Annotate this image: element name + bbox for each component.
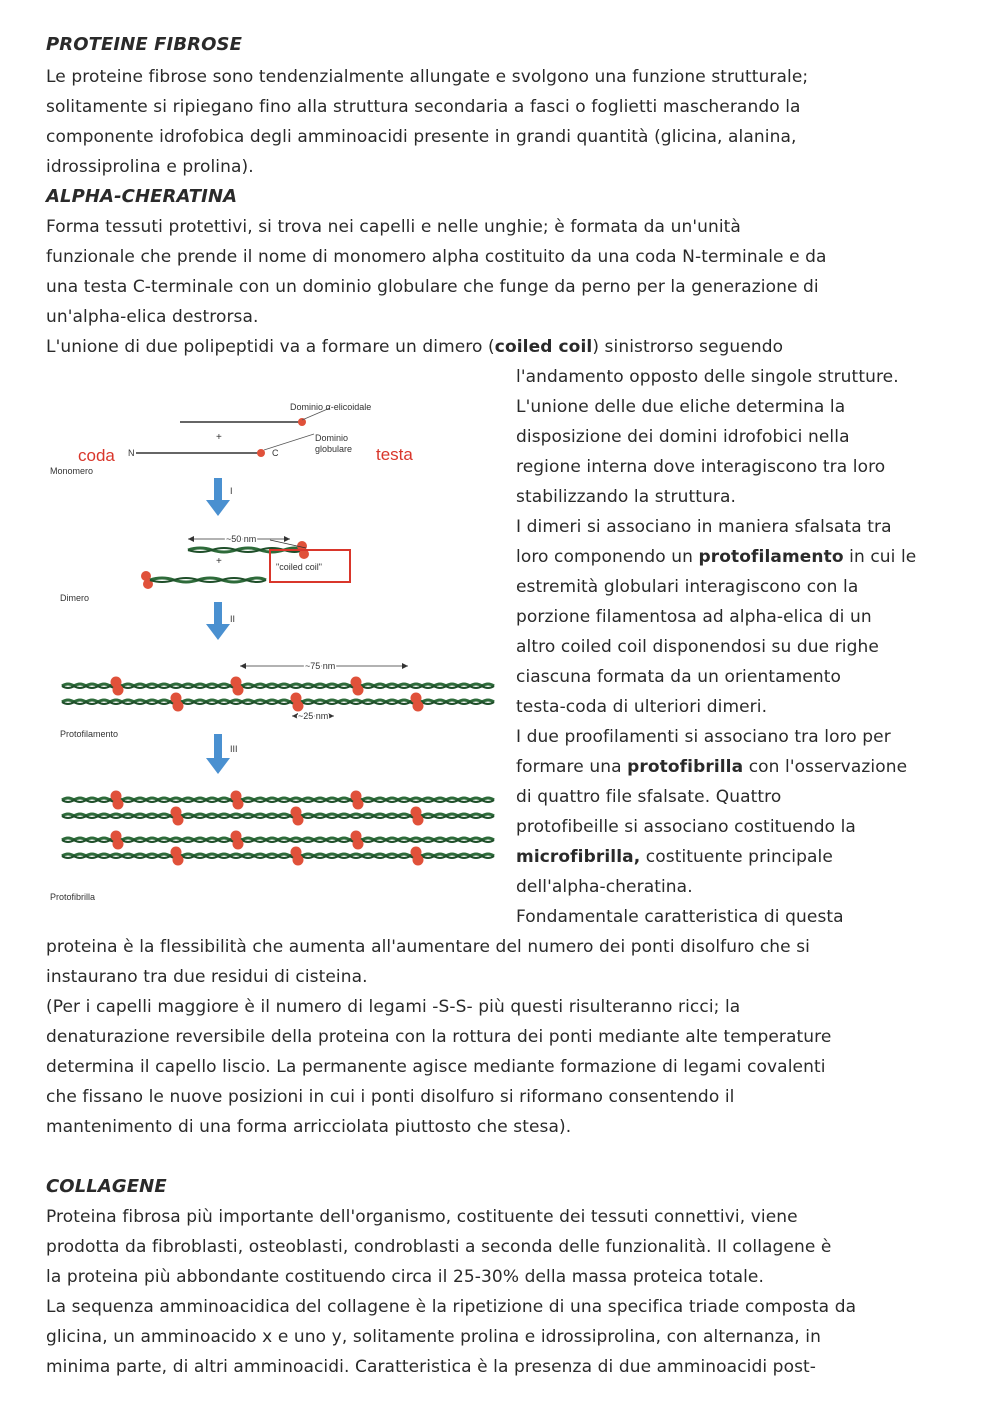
text-span: in cui le [843, 547, 917, 567]
step-arrow-3 [206, 734, 230, 774]
paragraph-line: glicina, un amminoacido x e uno y, solitamente prolina e idrossiprolina, con alternanza, in [46, 1327, 821, 1347]
step-label-3: III [230, 744, 238, 754]
protofibril [62, 791, 494, 866]
label-dimero: Dimero [60, 593, 90, 603]
side-line: I due proofilamenti si associano tra loro per [516, 727, 891, 747]
side-line: porzione filamentosa ad alpha-elica di un [516, 607, 872, 627]
label-testa: testa [376, 445, 413, 464]
globular-domain [173, 815, 184, 826]
side-line: regione interna dove interagiscono tra loro [516, 457, 886, 477]
text-span: loro componendo un [516, 547, 699, 567]
label-protofibrilla: Protofibrilla [50, 892, 96, 902]
side-line: stabilizzando la struttura. [516, 487, 736, 507]
paragraph-line: proteina è la flessibilità che aumenta all'aumentare del numero dei ponti disolfuro che si [46, 937, 810, 957]
side-line: altro coiled coil disponendosi su due righe [516, 637, 879, 657]
section-title-collagene: COLLAGENE [46, 1176, 167, 1197]
label-50nm: ~50 nm [226, 534, 257, 544]
keyword-protofilamento: protofilamento [698, 547, 844, 567]
step-label-1: I [230, 486, 233, 496]
side-line: estremità globulari interagiscono con la [516, 577, 859, 597]
monomer-globule [257, 449, 265, 457]
section-title-cheratina: ALPHA-CHERATINA [46, 186, 238, 207]
label-protofilamento: Protofilamento [60, 729, 119, 739]
side-line: protofibeille si associano costituendo la [516, 817, 856, 837]
side-line-protofilamento [516, 542, 916, 572]
globular-domain [293, 855, 304, 866]
text-span: con l'osservazione [743, 757, 908, 777]
side-line: I dimeri si associano in maniera sfalsata tra [516, 517, 892, 537]
paragraph-line: solitamente si ripiegano fino alla struttura secondaria a fasci o foglietti mascherando la [46, 97, 801, 117]
paragraph-line: Le proteine fibrose sono tendenzialmente allungate e svolgono una funzione strutturale; [46, 67, 809, 87]
globular-domain [113, 839, 124, 850]
paragraph-line: un'alpha-elica destrorsa. [46, 307, 259, 327]
step-arrow-2 [206, 602, 230, 640]
side-line-protofibrilla [516, 752, 907, 782]
dimer-bottom [141, 571, 266, 589]
paragraph-line: Forma tessuti protettivi, si trova nei capelli e nelle unghie; è formata da un'unità [46, 217, 741, 237]
text-span: ) sinistrorso seguendo [592, 337, 784, 357]
label-75nm: ~75 nm [305, 661, 336, 671]
globular-domain [173, 855, 184, 866]
paragraph-line: che fissano le nuove posizioni in cui i ponti disolfuro si riformano consentendo il [46, 1087, 735, 1107]
side-line: Fondamentale caratteristica di questa [516, 907, 844, 927]
globular-domain [353, 839, 364, 850]
globular-domain [413, 855, 424, 866]
keratin-assembly-figure [40, 390, 500, 910]
side-line-microfibrilla [516, 842, 833, 872]
paragraph-line: idrossiprolina e prolina). [46, 157, 254, 177]
paragraph-line: componente idrofobica degli amminoacidi presente in grandi quantità (glicina, alanina, [46, 127, 797, 147]
side-line: ciascuna formata da un orientamento [516, 667, 841, 687]
text-span: L'unione di due polipeptidi va a formare un dimero ( [46, 337, 495, 357]
side-line: di quattro file sfalsate. Quattro [516, 787, 782, 807]
paragraph-line: minima parte, di altri amminoacidi. Caratteristica è la presenza di due amminoacidi post- [46, 1357, 817, 1377]
paragraph-line: mantenimento di una forma arricciolata piuttosto che stesa). [46, 1117, 572, 1137]
paragraph-line: instaurano tra due residui di cisteina. [46, 967, 368, 987]
label-n-terminal: N [128, 448, 135, 458]
label-25nm: ~25 nm [298, 711, 329, 721]
label-dominio-elicoidale: Dominio α-elicoidale [290, 402, 372, 412]
keyword-protofibrilla: protofibrilla [627, 757, 744, 777]
paragraph-line: la proteina più abbondante costituendo circa il 25-30% della massa proteica totale. [46, 1267, 764, 1287]
side-line: l'andamento opposto delle singole strutture. [516, 367, 899, 387]
globular-domain [293, 701, 304, 712]
globular-domain [413, 701, 424, 712]
side-line: disposizione dei domini idrofobici nella [516, 427, 850, 447]
label-coiled-coil: "coiled coil" [276, 562, 322, 572]
globular-domain [233, 839, 244, 850]
paragraph-line: (Per i capelli maggiore è il numero di legami -S-S- più questi risulteranno ricci; la [46, 997, 741, 1017]
keyword-coiled-coil: coiled coil [494, 337, 593, 357]
paragraph-line: denaturazione reversibile della proteina con la rottura dei ponti mediante alte temperature [46, 1027, 832, 1047]
globular-domain [113, 685, 124, 696]
globular-domain [113, 799, 124, 810]
paragraph-line: Proteina fibrosa più importante dell'organismo, costituente dei tessuti connettivi, viene [46, 1207, 798, 1227]
label-plus: + [216, 432, 222, 443]
text-span: formare una [516, 757, 628, 777]
globular-domain [293, 815, 304, 826]
globular-domain [233, 685, 244, 696]
keyword-microfibrilla: microfibrilla, [516, 847, 641, 867]
side-line: L'unione delle due eliche determina la [516, 397, 846, 417]
globular-domain [233, 799, 244, 810]
paragraph-line: funzionale che prende il nome di monomero alpha costituito da una coda N-terminale e da [46, 247, 827, 267]
step-arrow-1 [206, 478, 230, 516]
paragraph-line: determina il capello liscio. La permanente agisce mediante formazione di legami covalenti [46, 1057, 826, 1077]
globular-domain [413, 815, 424, 826]
paragraph-line: prodotta da fibroblasti, osteoblasti, condroblasti a seconda delle funzionalità. Il collagene è [46, 1237, 832, 1257]
side-line: testa-coda di ulteriori dimeri. [516, 697, 768, 717]
text-span: costituente principale [640, 847, 833, 867]
paragraph-line: una testa C-terminale con un dominio globulare che funge da perno per la generazione di [46, 277, 819, 297]
label-coda: coda [78, 446, 115, 465]
step-label-2: II [230, 614, 236, 624]
globular-domain [353, 685, 364, 696]
section-title-fibrose: PROTEINE FIBROSE [46, 34, 242, 55]
protofilament [62, 677, 494, 712]
label-globulare: globulare [315, 444, 353, 454]
leader-line [264, 434, 314, 450]
globular-domain [173, 701, 184, 712]
label-c-terminal: C [272, 448, 279, 458]
label-dominio: Dominio [315, 433, 349, 443]
globular-domain [353, 799, 364, 810]
label-plus: + [216, 556, 222, 567]
label-monomero: Monomero [50, 466, 94, 476]
paragraph-line-dimero [46, 332, 783, 362]
paragraph-line: La sequenza amminoacidica del collagene è la ripetizione di una specifica triade composta da [46, 1297, 857, 1317]
side-line: dell'alpha-cheratina. [516, 877, 693, 897]
